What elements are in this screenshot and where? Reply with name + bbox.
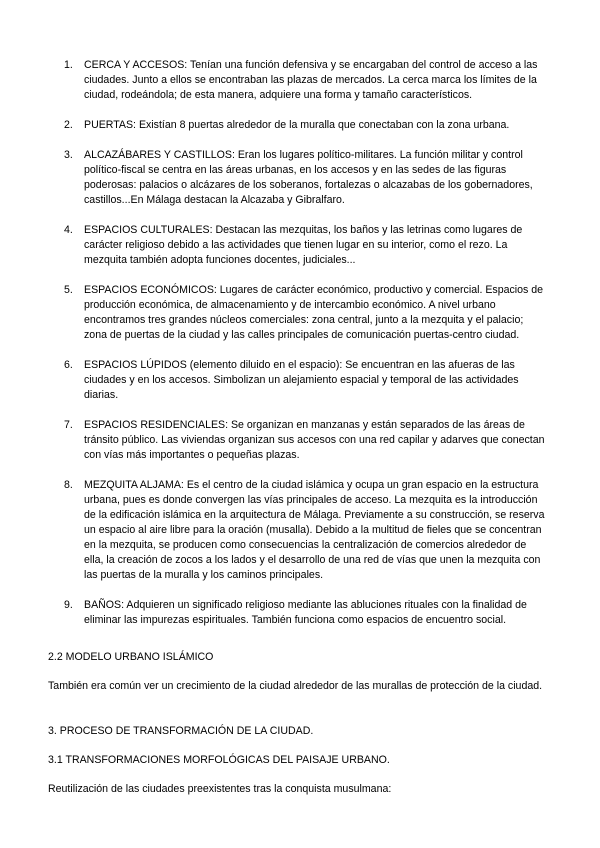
item-text: MEZQUITA ALJAMA: Es el centro de la ciudad islámica y ocupa un gran espacio en la estructura urbana, pues es donde convergen las vías principales de acceso. La mezquita es la introducción de la edificación islámica en la arquitectura de Málaga. Previamente a su construcción, se reserva un espacio al aire libre para la oración (musalla). Debido a la multitud de fieles que se concentran en la mezquita, se producen como consecuencias la centralización de comercios alrededor de ella, la creación de zocos a los lados y el desarrollo de una red de vías que unen la mezquita con las puertas de la muralla y los caminos principales. <box>84 479 545 581</box>
item-text: BAÑOS: Adquieren un significado religioso mediante las abluciones rituales con la finalidad de eliminar las impurezas espirituales. También funciona como espacios de encuentro social. <box>84 599 527 626</box>
item-number: 6. <box>64 359 73 371</box>
item-number: 3. <box>64 149 73 161</box>
list-item <box>0 283 600 343</box>
section-heading-3: 3. PROCESO DE TRANSFORMACIÓN DE LA CIUDAD. <box>48 725 314 737</box>
item-text: ESPACIOS ECONÓMICOS: Lugares de carácter económico, productivo y comercial. Espacios de producción económica, de almacenamiento y de intercambio económico. A nivel urbano encontramos tres grandes núcleos comerciales: zona central, junto a la mezquita y el palacio; zona de puertas de la ciudad y las calles principales de comunicación puertas-centro ciudad. <box>84 284 544 341</box>
list-item <box>0 418 600 463</box>
section-heading-3-1: 3.1 TRANSFORMACIONES MORFOLÓGICAS DEL PAISAJE URBANO. <box>48 754 390 766</box>
item-number: 2. <box>64 119 73 131</box>
list-item <box>0 118 600 133</box>
item-text: CERCA Y ACCESOS: Tenían una función defensiva y se encargaban del control de acceso a las ciudades. Junto a ellos se encontraban las plazas de mercados. La cerca marca los límites de la ciudad, rodeándola; de esta manera, adquiere una forma y tamaño característicos. <box>84 59 538 101</box>
item-text: ESPACIOS CULTURALES: Destacan las mezquitas, los baños y las letrinas como lugares de carácter religioso debido a las actividades que tienen lugar en su interior, como el rezo. La mezquita también adopta funciones docentes, judiciales... <box>84 224 523 266</box>
list-item <box>0 478 600 583</box>
item-number: 1. <box>64 59 73 71</box>
item-text: ESPACIOS LÚPIDOS (elemento diluido en el espacio): Se encuentran en las afueras de las ciudades y en los accesos. Simbolizan un alejamiento espacial y temporal de las actividades diarias. <box>84 359 519 401</box>
item-text: PUERTAS: Existían 8 puertas alrededor de la muralla que conectaban con la zona urbana. <box>84 119 510 131</box>
list-item <box>0 598 600 628</box>
list-item <box>0 223 600 268</box>
list-item <box>0 58 600 103</box>
paragraph-3-1: Reutilización de las ciudades preexistentes tras la conquista musulmana: <box>48 783 392 795</box>
item-number: 5. <box>64 284 73 296</box>
item-number: 4. <box>64 224 73 236</box>
numbered-list <box>0 58 600 643</box>
item-text: ESPACIOS RESIDENCIALES: Se organizan en manzanas y están separados de las áreas de tránsito público. Las viviendas organizan sus accesos con una red capilar y adarves que conectan con vías más importantes o pequeñas plazas. <box>84 419 545 461</box>
item-number: 7. <box>64 419 73 431</box>
list-item <box>0 148 600 208</box>
item-number: 8. <box>64 479 73 491</box>
list-item <box>0 358 600 403</box>
item-text: ALCAZÁBARES Y CASTILLOS: Eran los lugares político-militares. La función militar y control político-fiscal se centra en las áreas urbanas, en los accesos y en las sedes de las figuras poderosas: palacios o alcázares de los soberanos, fortalezas o alcazabas de los gobernadores, castillos...En Málaga destacan la Alcazaba y Gibralfaro. <box>84 149 533 206</box>
item-number: 9. <box>64 599 73 611</box>
section-heading-2-2: 2.2 MODELO URBANO ISLÁMICO <box>48 651 214 663</box>
paragraph-2-2: También era común ver un crecimiento de la ciudad alrededor de las murallas de protección de la ciudad. <box>48 680 543 692</box>
